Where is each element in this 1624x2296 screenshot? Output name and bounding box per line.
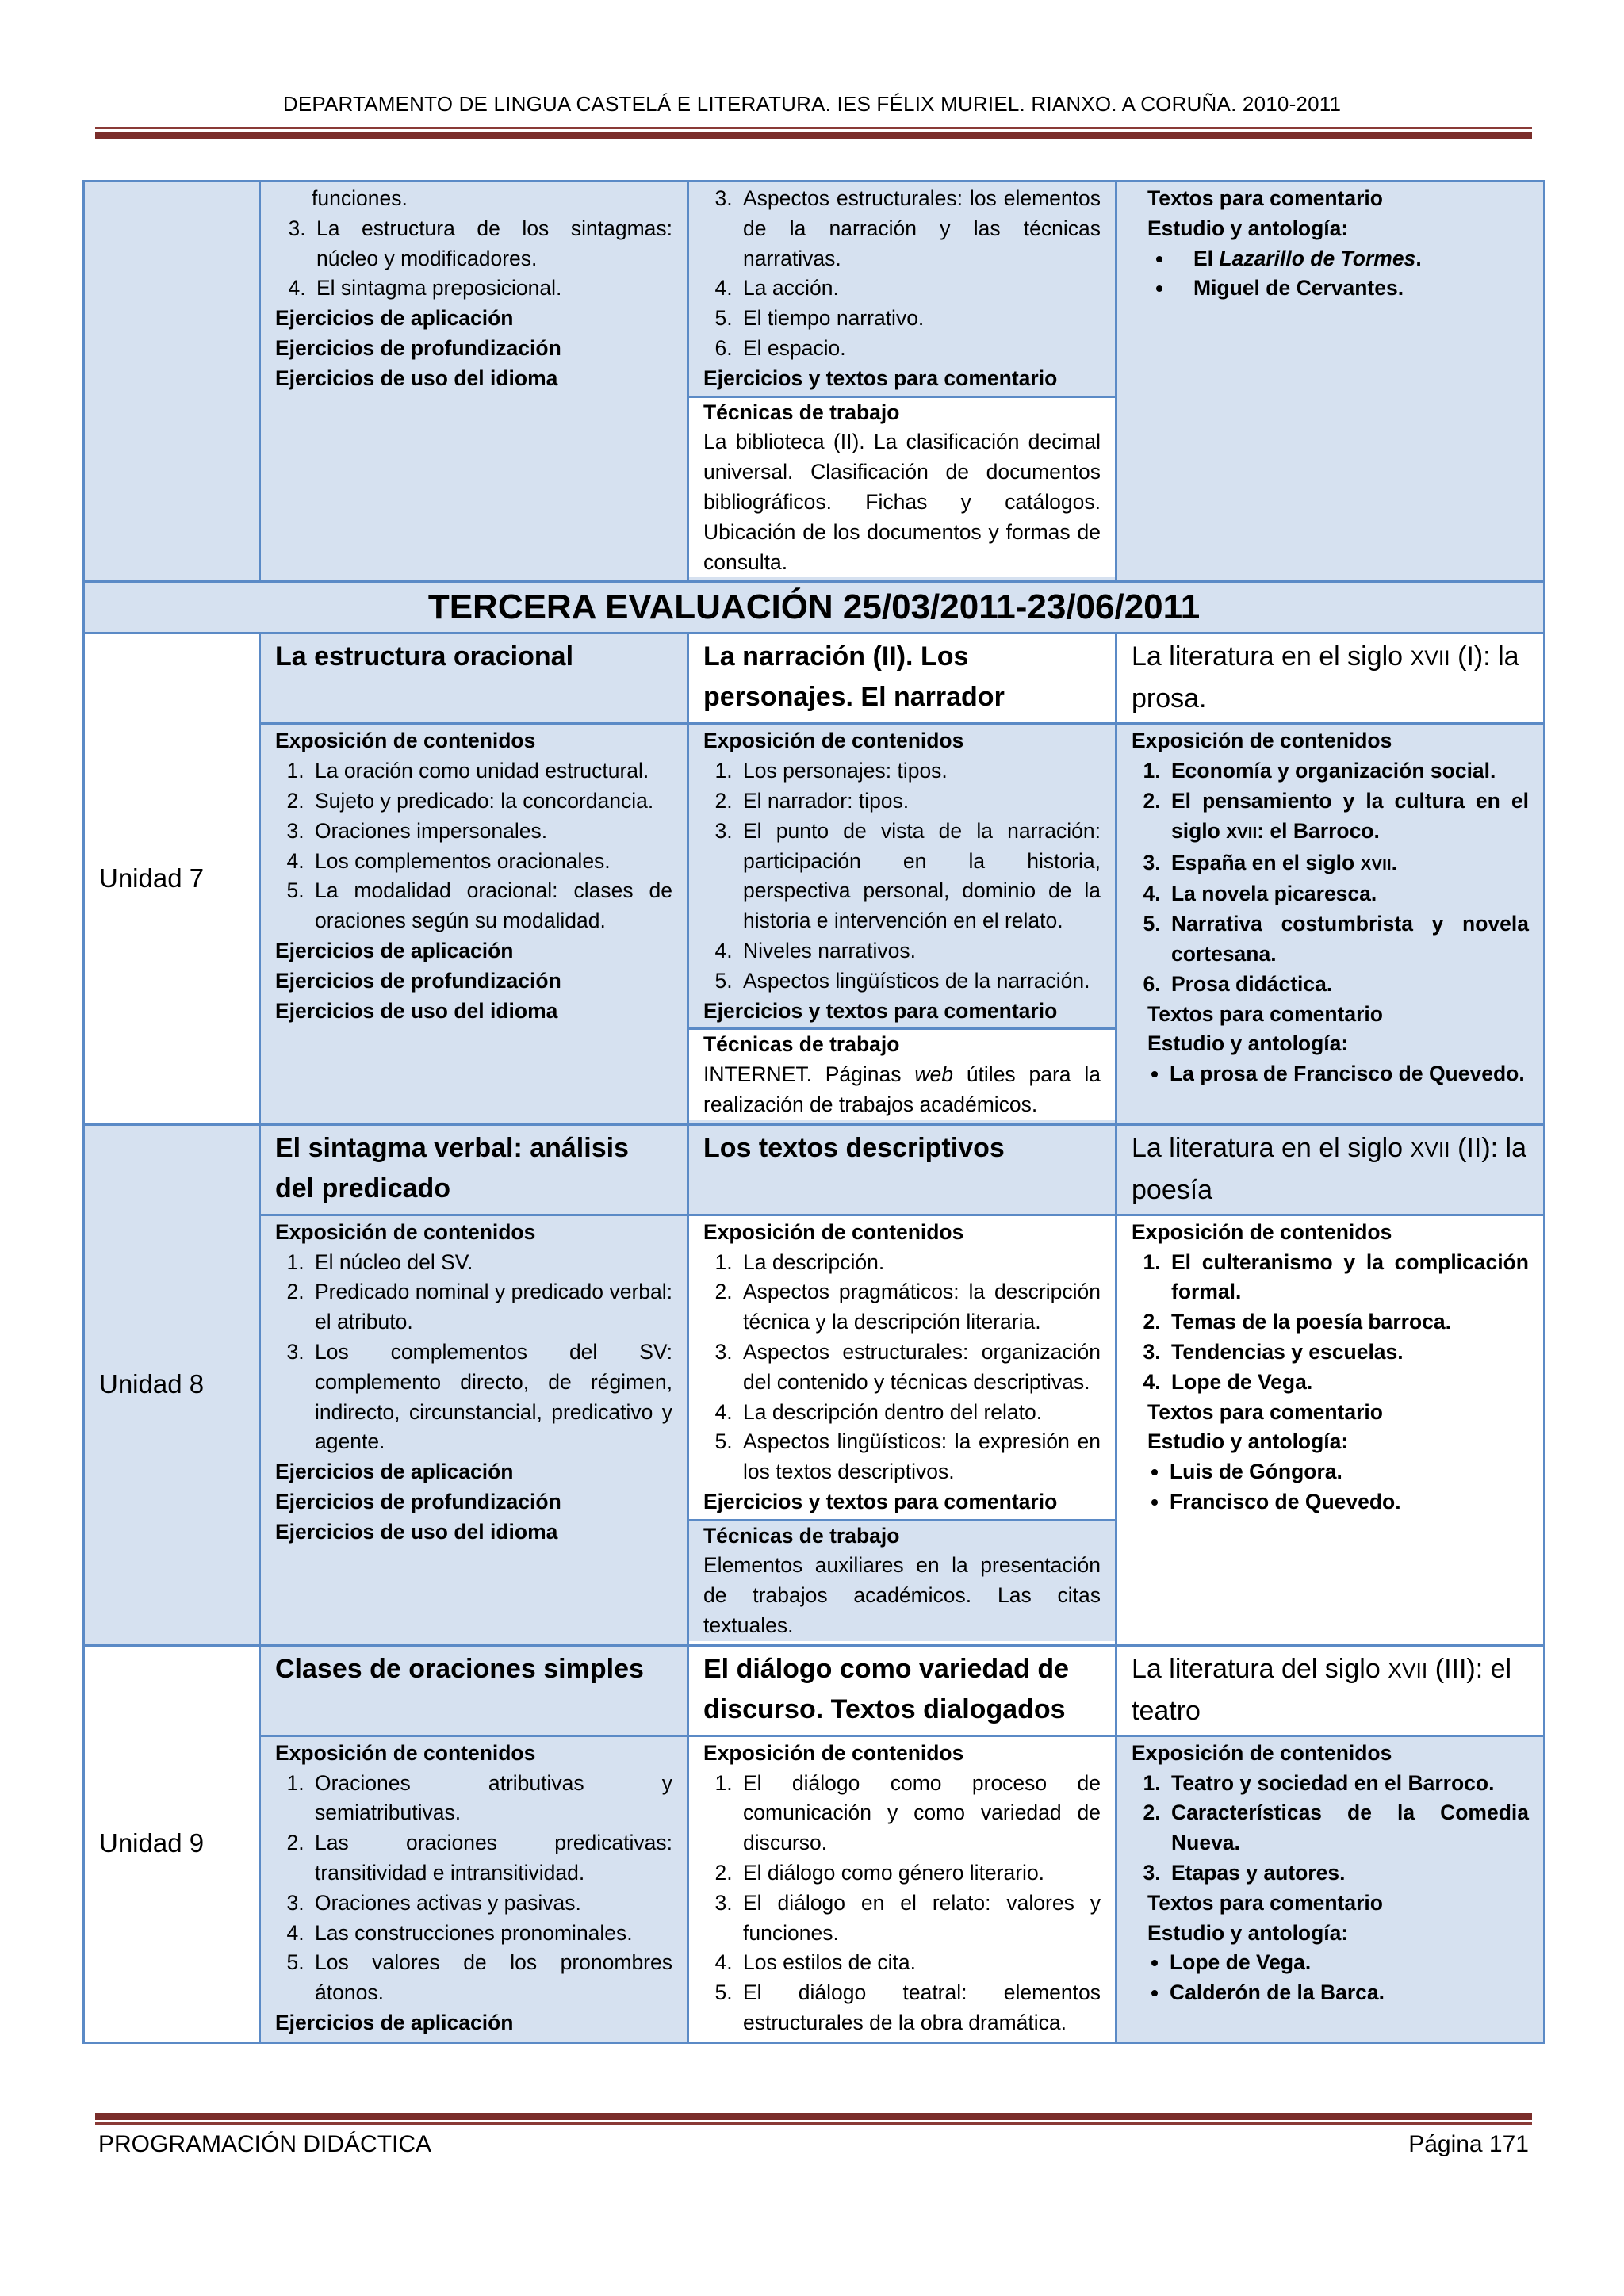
unit-8-content-row (84, 1215, 1545, 1645)
list-item: 3. Oraciones impersonales. (310, 817, 672, 847)
exposition-label: Exposición de contenidos (275, 1740, 536, 1765)
exercise-label: Ejercicios y textos para comentario (703, 1489, 1058, 1513)
techniques-text: La biblioteca (II). La clasificación decimal universal. Clasificación de documentos bibliográficos. Fichas y catálogos. Ubicación de los documentos y formas de consulta. (703, 430, 1101, 574)
list-item: 1. Oraciones atributivas y semiatributivas. (310, 1769, 672, 1829)
unit-7-literature-content (1116, 724, 1545, 1124)
unit-9-title-row (84, 1645, 1545, 1735)
exercise-label: Ejercicios de aplicación (275, 2011, 514, 2035)
unit-7-label: Unidad 7 (84, 633, 260, 1124)
list-item: 1. El núcleo del SV. (310, 1248, 672, 1278)
techniques-label: Técnicas de trabajo (703, 1032, 900, 1057)
exposition-label: Exposición de contenidos (703, 1740, 964, 1765)
unit-7-content-row (84, 724, 1545, 1124)
language-content (260, 182, 688, 582)
texts-label: Textos para comentario (1147, 1001, 1383, 1026)
techniques-label: Técnicas de trabajo (703, 400, 900, 424)
list-item: 1. La oración como unidad estructural. (310, 756, 672, 786)
exposition-label: Exposición de contenidos (703, 1219, 964, 1244)
exposition-label: Exposición de contenidos (1132, 1740, 1392, 1765)
unit-9-language-title: Clases de oraciones simples (260, 1645, 688, 1735)
footer-rule (95, 2113, 1532, 2125)
list-item: 5. La modalidad oracional: clases de oraciones según su modalidad. (310, 876, 672, 936)
list-item: 4. La descripción dentro del relato. (738, 1398, 1101, 1428)
exposition-label: Exposición de contenidos (1132, 1219, 1392, 1244)
unit-9-content-row (84, 1735, 1545, 2042)
list-item: • El Lazarillo de Tormes. (1174, 244, 1529, 274)
unit-8-text-title: Los textos descriptivos (688, 1124, 1116, 1215)
unit-9-language-content (260, 1735, 688, 2042)
exposition-label: Exposición de contenidos (275, 729, 536, 753)
unit-7-literature-title: La literatura en el siglo XVII (I): la prosa. (1116, 633, 1545, 724)
exercise-label: Ejercicios de profundización (275, 968, 561, 993)
list-item: 4. Lope de Vega. (1166, 1368, 1529, 1398)
list-item: 4. Los complementos oracionales. (310, 847, 672, 877)
list-item: 1. Teatro y sociedad en el Barroco. (1166, 1769, 1529, 1799)
anthology-label: Estudio y antología: (1147, 216, 1349, 240)
header-rule (95, 127, 1532, 139)
techniques-text: INTERNET. Páginas web útiles para la realización de trabajos académicos. (703, 1062, 1101, 1116)
evaluation-row (84, 582, 1545, 633)
text-content (688, 182, 1116, 582)
texts-label: Textos para comentario (1147, 186, 1383, 210)
exercise-label: Ejercicios de profundización (275, 1489, 561, 1513)
list-item: 2. Características de la Comedia Nueva. (1166, 1798, 1529, 1858)
unit-8-language-title: El sintagma verbal: análisis del predicado (260, 1124, 688, 1215)
unit-7-language-title: La estructura oracional (260, 633, 688, 724)
list-item: 3. España en el siglo XVII. (1166, 848, 1529, 880)
list-item: 3. Etapas y autores. (1166, 1858, 1529, 1888)
list-item: 2. Predicado nominal y predicado verbal: el atributo. (310, 1277, 672, 1337)
list-item: 2. Temas de la poesía barroca. (1166, 1307, 1529, 1337)
list-item: 2. Aspectos pragmáticos: la descripción técnica y la descripción literaria. (738, 1277, 1101, 1337)
exercise-label: Ejercicios de uso del idioma (275, 998, 558, 1023)
unit-cell-empty (84, 182, 260, 582)
unit-7-text-title: La narración (II). Los personajes. El narrador (688, 633, 1116, 724)
list-item: 1. El diálogo como proceso de comunicación y como variedad de discurso. (738, 1769, 1101, 1858)
list-item: 3. La estructura de los sintagmas: núcleo y modificadores. (312, 214, 672, 274)
list-item: 4. Niveles narrativos. (738, 936, 1101, 966)
list-item: 5. El diálogo teatral: elementos estructurales de la obra dramática. (738, 1978, 1101, 2038)
list-item: • Lope de Vega. (1170, 1948, 1529, 1978)
unit-7-text-content (688, 724, 1116, 1124)
unit-9-text-title: El diálogo como variedad de discurso. Textos dialogados (688, 1645, 1116, 1735)
list-item: • La prosa de Francisco de Quevedo. (1170, 1059, 1529, 1089)
unit-8-label: Unidad 8 (84, 1124, 260, 1645)
list-item: • Luis de Góngora. (1170, 1457, 1529, 1487)
list-item: 6. El espacio. (738, 334, 1101, 364)
list-item: 5. El tiempo narrativo. (738, 304, 1101, 334)
unit-7-language-content (260, 724, 688, 1124)
list-item: 4. La acción. (738, 274, 1101, 304)
exercise-label: Ejercicios de uso del idioma (275, 365, 558, 390)
exercise-label: Ejercicios de aplicación (275, 1460, 514, 1484)
list-item: 3. Aspectos estructurales: los elementos de la narración y las técnicas narrativas. (738, 184, 1101, 274)
exposition-label: Exposición de contenidos (703, 729, 964, 753)
unit-9-literature-content (1116, 1735, 1545, 2042)
list-item: 1. Economía y organización social. (1166, 756, 1529, 786)
anthology-label: Estudio y antología: (1147, 1031, 1349, 1056)
exercise-label: Ejercicios de uso del idioma (275, 1519, 558, 1544)
list-item: • Francisco de Quevedo. (1170, 1487, 1529, 1517)
list-item: 5. Aspectos lingüísticos: la expresión en los textos descriptivos. (738, 1427, 1101, 1487)
unit-8-language-content (260, 1215, 688, 1645)
unit-9-literature-title: La literatura del siglo XVII (III): el teatro (1116, 1645, 1545, 1735)
list-item: 3. Tendencias y escuelas. (1166, 1337, 1529, 1368)
list-item: 1. Los personajes: tipos. (738, 756, 1101, 786)
list-item: 1. El culteranismo y la complicación formal. (1166, 1248, 1529, 1308)
unit-7-title-row (84, 633, 1545, 724)
exercise-label: Ejercicios de aplicación (275, 306, 514, 331)
exercise-label: Ejercicios y textos para comentario (703, 998, 1058, 1023)
page-number: Página 171 (1408, 2131, 1529, 2157)
exercise-label: Ejercicios de profundización (275, 335, 561, 360)
unit-9-label: Unidad 9 (84, 1645, 260, 2042)
list-item: 2. El narrador: tipos. (738, 786, 1101, 817)
list-item: 3. Los complementos del SV: complemento directo, de régimen, indirecto, circunstancial, predicativo y agente. (310, 1337, 672, 1457)
running-header: DEPARTAMENTO DE LINGUA CASTELÁ E LITERATURA. IES FÉLIX MURIEL. RIANXO. A CORUÑA. 2010-2011 (282, 92, 1342, 116)
list-item: 5. Narrativa costumbrista y novela cortesana. (1166, 909, 1529, 970)
texts-label: Textos para comentario (1147, 1890, 1383, 1915)
list-item: 2. El pensamiento y la cultura en el siglo XVII: el Barroco. (1166, 786, 1529, 848)
list-item: 4. La novela picaresca. (1166, 879, 1529, 909)
unit-8-text-content (688, 1215, 1116, 1645)
continuation-row (84, 182, 1545, 582)
list-item: • Miguel de Cervantes. (1174, 274, 1529, 304)
list-item: 3. Aspectos estructurales: organización del contenido y técnicas descriptivas. (738, 1337, 1101, 1398)
list-item: 4. Las construcciones pronominales. (310, 1919, 672, 1949)
list-item: 4. El sintagma preposicional. (312, 274, 672, 304)
anthology-label: Estudio y antología: (1147, 1429, 1349, 1454)
exposition-label: Exposición de contenidos (1132, 729, 1392, 753)
list-item: 2. El diálogo como género literario. (738, 1858, 1101, 1888)
list-item: 3. Oraciones activas y pasivas. (310, 1888, 672, 1919)
list-item: 1. La descripción. (738, 1248, 1101, 1278)
unit-8-title-row (84, 1124, 1545, 1215)
list-item: 3. El diálogo en el relato: valores y funciones. (738, 1888, 1101, 1949)
list-item: 2. Las oraciones predicativas: transitividad e intransitividad. (310, 1828, 672, 1888)
unit-8-literature-content (1116, 1215, 1545, 1645)
list-item: 3. El punto de vista de la narración: participación en la historia, perspectiva personal, dominio de la historia e intervención en el relato. (738, 817, 1101, 936)
programming-table (82, 180, 1545, 2044)
exposition-label: Exposición de contenidos (275, 1219, 536, 1244)
exercise-label: Ejercicios de aplicación (275, 938, 514, 962)
list-item: 2. Sujeto y predicado: la concordancia. (310, 786, 672, 817)
techniques-label: Técnicas de trabajo (703, 1523, 900, 1548)
list-item: 4. Los estilos de cita. (738, 1948, 1101, 1978)
list-item: funciones. (312, 186, 408, 210)
literature-content (1116, 182, 1545, 582)
anthology-label: Estudio y antología: (1147, 1920, 1349, 1945)
list-item: 6. Prosa didáctica. (1166, 970, 1529, 1000)
texts-label: Textos para comentario (1147, 1399, 1383, 1424)
unit-8-literature-title: La literatura en el siglo XVII (II): la poesía (1116, 1124, 1545, 1215)
evaluation-title: TERCERA EVALUACIÓN 25/03/2011-23/06/2011 (84, 582, 1545, 633)
list-item: 5. Los valores de los pronombres átonos. (310, 1948, 672, 2008)
footer-title: PROGRAMACIÓN DIDÁCTICA (98, 2131, 432, 2157)
unit-9-text-content (688, 1735, 1116, 2042)
techniques-text: Elementos auxiliares en la presentación de trabajos académicos. Las citas textuales. (703, 1553, 1101, 1638)
list-item: 5. Aspectos lingüísticos de la narración. (738, 966, 1101, 997)
list-item: • Calderón de la Barca. (1170, 1978, 1529, 2008)
exercise-label: Ejercicios y textos para comentario (703, 365, 1058, 390)
